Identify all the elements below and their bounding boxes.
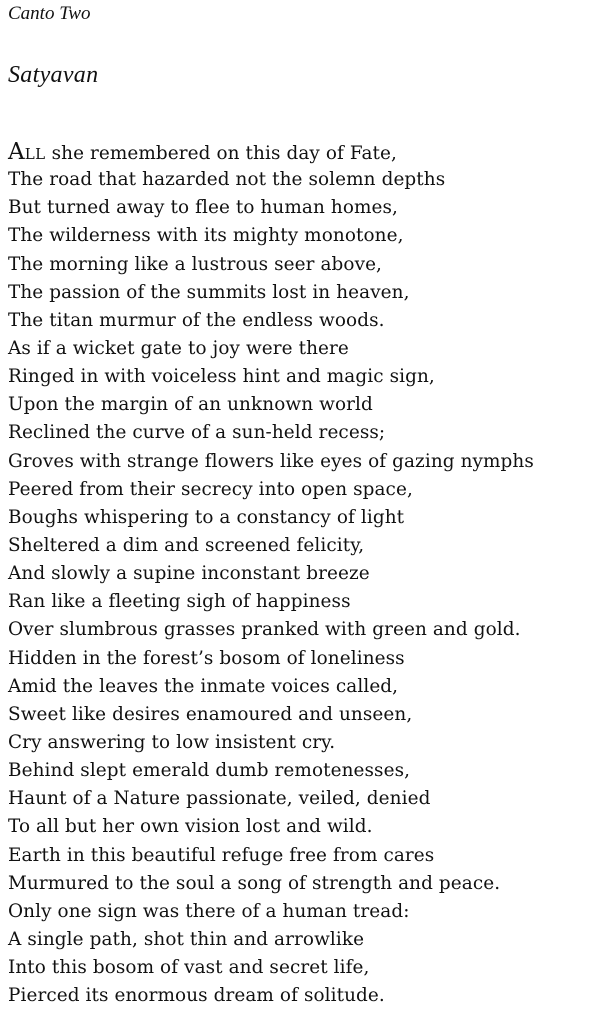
poem-text: [8, 138, 596, 1010]
poem-line: The titan murmur of the endless woods.: [8, 309, 385, 331]
canto-label: Canto Two: [8, 3, 91, 24]
poem-line: Upon the margin of an unknown world: [8, 394, 373, 416]
poem-line: Earth in this beautiful refuge free from cares: [8, 844, 435, 866]
poem-line: And slowly a supine inconstant breeze: [8, 563, 370, 585]
poem-line: But turned away to flee to human homes,: [8, 197, 398, 219]
poem-line: The road that hazarded not the solemn depths: [8, 169, 446, 191]
small-cap-rest: LL: [24, 145, 46, 163]
poem-line: The wilderness with its mighty monotone,: [8, 225, 404, 247]
poem-line: Into this bosom of vast and secret life,: [8, 957, 370, 979]
poem-line: Reclined the curve of a sun-held recess;: [8, 422, 386, 444]
poem-line: Cry answering to low insistent cry.: [8, 731, 336, 753]
poem-line: As if a wicket gate to joy were there: [8, 337, 349, 359]
poem-line: Pierced its enormous dream of solitude.: [8, 985, 385, 1007]
poem-line: Hidden in the forest’s bosom of loneliness: [8, 647, 405, 669]
first-line-rest: she remembered on this day of Fate,: [45, 143, 397, 164]
poem-line: Amid the leaves the inmate voices called,: [8, 675, 399, 697]
poem-line: Boughs whispering to a constancy of light: [8, 506, 405, 528]
poem-line: Behind slept emerald dumb remotenesses,: [8, 760, 411, 782]
poem-line: To all but her own vision lost and wild.: [8, 816, 373, 838]
poem-line-first: [8, 138, 596, 166]
small-cap-initial: A: [8, 139, 25, 165]
poem-line: Peered from their secrecy into open space,: [8, 478, 413, 500]
poem-line: Sheltered a dim and screened felicity,: [8, 534, 365, 556]
section-title: Satyavan: [8, 62, 99, 88]
poem-line: Only one sign was there of a human tread:: [8, 900, 410, 922]
poem-line: Groves with strange flowers like eyes of gazing nymphs: [8, 450, 534, 472]
poem-line: Sweet like desires enamoured and unseen,: [8, 703, 413, 725]
poem-line: The morning like a lustrous seer above,: [8, 253, 382, 275]
poem-line: Over slumbrous grasses pranked with green and gold.: [8, 619, 521, 641]
poem-line: Ran like a fleeting sigh of happiness: [8, 591, 351, 613]
poem-line: Ringed in with voiceless hint and magic sign,: [8, 366, 435, 388]
poem-line: A single path, shot thin and arrowlike: [8, 928, 365, 950]
poem-line: Murmured to the soul a song of strength and peace.: [8, 872, 501, 894]
poem-line: Haunt of a Nature passionate, veiled, denied: [8, 788, 431, 810]
poem-line: The passion of the summits lost in heaven,: [8, 281, 410, 303]
